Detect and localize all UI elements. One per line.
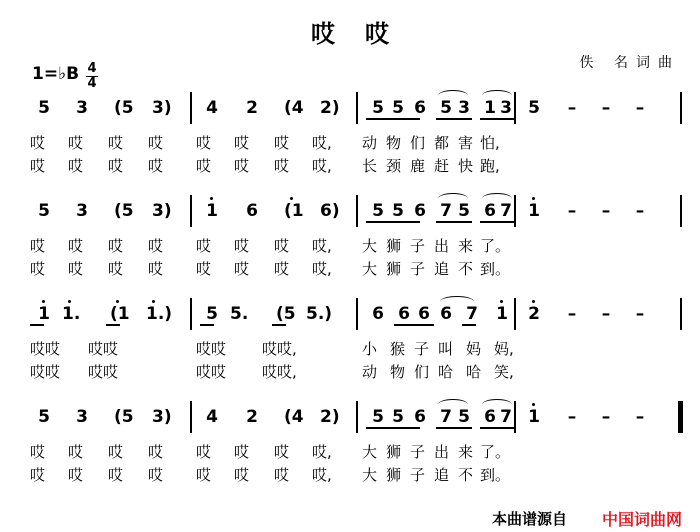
note: 6 (484, 201, 496, 221)
lyric-syllable: 不 (458, 466, 474, 484)
octave-dot (532, 300, 535, 303)
note: 5 (458, 201, 470, 221)
lyric-syllable: 出 (434, 237, 450, 255)
note: 3) (152, 407, 172, 427)
note: (1 (110, 304, 130, 324)
lyric-syllable: 哎, (312, 134, 332, 152)
slur (482, 399, 512, 410)
barline (356, 298, 358, 330)
barline (356, 195, 358, 227)
eighth-underline (106, 324, 120, 326)
lyric-syllable: 哎 (234, 134, 250, 152)
note: (5 (276, 304, 296, 324)
eighth-underline (30, 324, 44, 326)
eighth-underline (366, 221, 420, 223)
lyric-syllable: 出 (434, 443, 450, 461)
time-bottom: 4 (87, 76, 97, 91)
note: 5 (206, 304, 218, 324)
note: 6) (320, 201, 340, 221)
octave-dot (532, 197, 535, 200)
octave-dot (532, 403, 535, 406)
octave-dot (152, 300, 155, 303)
slur (440, 296, 474, 307)
time-top: 4 (87, 61, 97, 76)
lyric-syllable: 哎哎 (88, 340, 119, 358)
barline (680, 92, 682, 124)
note: 1 (528, 407, 540, 427)
lyric-syllable: 哎 (148, 237, 164, 255)
barline (680, 298, 682, 330)
note: 1 (38, 304, 50, 324)
lyric-syllable: 来 (458, 443, 474, 461)
note: 1.) (146, 304, 173, 324)
lyric-syllable: 妈, (494, 340, 514, 358)
note: 2) (320, 98, 340, 118)
note: 3) (152, 201, 172, 221)
lyric-syllable: 哎, (312, 466, 332, 484)
note: 5 (440, 98, 452, 118)
lyric-syllable: 哎 (274, 237, 290, 255)
lyric-syllable: 哎 (108, 134, 124, 152)
note: 5 (528, 98, 540, 118)
note: 1 (528, 201, 540, 221)
lyric-syllable: 哈 (466, 363, 482, 381)
lyric-syllable: 哎 (68, 157, 84, 175)
lyric-syllable: 哎 (196, 237, 212, 255)
lyric-syllable: 哎 (148, 443, 164, 461)
lyric-syllable: 哎 (108, 260, 124, 278)
lyric-syllable: 哎 (108, 443, 124, 461)
note: 7 (500, 201, 512, 221)
octave-dot (116, 300, 119, 303)
note: 5.) (306, 304, 333, 324)
lyric-syllable: 物 (386, 134, 402, 152)
lyric-syllable: 哎 (148, 157, 164, 175)
note: 2) (320, 407, 340, 427)
lyric-syllable: 物 (390, 363, 406, 381)
eighth-underline (272, 324, 286, 326)
lyric-syllable: 不 (458, 260, 474, 278)
lyric-syllable: 快 (458, 157, 474, 175)
note: 2 (246, 98, 258, 118)
double-barline (678, 401, 683, 433)
footer-site-label: 中国词曲网 (602, 510, 683, 529)
note: 3 (76, 201, 88, 221)
lyric-syllable: 哎 (234, 466, 250, 484)
eighth-underline (436, 118, 472, 120)
lyric-syllable: 们 (414, 363, 430, 381)
barline (190, 195, 192, 227)
lyric-syllable: 哎 (68, 466, 84, 484)
lyric-syllable: 狮 (386, 260, 402, 278)
note: – (567, 407, 577, 427)
note: 5 (38, 407, 50, 427)
note: – (635, 98, 645, 118)
lyric-syllable: 大 (362, 466, 378, 484)
note: 5 (392, 98, 404, 118)
note: 6 (414, 407, 426, 427)
note: 3 (458, 98, 470, 118)
slur (438, 90, 468, 101)
slur (482, 193, 512, 204)
lyric-syllable: 哎 (196, 466, 212, 484)
lyric-syllable: 狮 (386, 443, 402, 461)
lyric-syllable: 哎 (196, 260, 212, 278)
eighth-underline (480, 427, 516, 429)
note: – (601, 201, 611, 221)
lyric-syllable: 哎 (30, 134, 46, 152)
lyric-syllable: 哎哎 (196, 363, 227, 381)
lyric-syllable: 追 (434, 466, 450, 484)
octave-dot (290, 197, 293, 200)
note: 4 (206, 98, 218, 118)
lyric-syllable: 哎 (148, 466, 164, 484)
lyric-syllable: 哎 (68, 260, 84, 278)
barline (190, 401, 192, 433)
note: 5 (372, 407, 384, 427)
lyric-syllable: 哎 (274, 466, 290, 484)
eighth-underline (394, 324, 434, 326)
lyric-syllable: 跑, (480, 157, 500, 175)
note: 5 (392, 407, 404, 427)
note: 2 (246, 407, 258, 427)
note: 5 (38, 98, 50, 118)
author-credit: 佚 名词曲 (579, 55, 680, 71)
lyric-syllable: 哎 (274, 260, 290, 278)
lyric-syllable: 哎 (30, 260, 46, 278)
note: 6 (414, 201, 426, 221)
lyric-syllable: 鹿 (410, 157, 426, 175)
lyric-syllable: 狮 (386, 466, 402, 484)
lyric-syllable: 哎 (68, 443, 84, 461)
note: 6 (484, 407, 496, 427)
note: (1 (284, 201, 304, 221)
lyric-syllable: 大 (362, 237, 378, 255)
lyric-syllable: 哎哎, (262, 363, 297, 381)
lyric-syllable: 哎哎 (30, 363, 61, 381)
eighth-underline (462, 324, 476, 326)
eighth-underline (366, 118, 420, 120)
lyric-syllable: 哎 (274, 443, 290, 461)
note: 3 (76, 98, 88, 118)
note: 5 (372, 98, 384, 118)
lyric-syllable: 哎 (196, 443, 212, 461)
barline (356, 92, 358, 124)
lyric-syllable: 哎哎 (88, 363, 119, 381)
lyric-syllable: 了。 (480, 237, 511, 255)
slur (482, 90, 512, 101)
lyric-syllable: 妈 (466, 340, 482, 358)
lyric-syllable: 叫 (438, 340, 454, 358)
slur (438, 193, 468, 204)
note: (5 (114, 407, 134, 427)
lyric-syllable: 追 (434, 260, 450, 278)
lyric-syllable: 们 (410, 134, 426, 152)
note: 3 (76, 407, 88, 427)
note: (5 (114, 201, 134, 221)
eighth-underline (436, 221, 472, 223)
note: 6 (414, 98, 426, 118)
key-signature: 1=♭B (32, 64, 80, 84)
lyric-syllable: 长 (362, 157, 378, 175)
barline (190, 298, 192, 330)
lyric-syllable: 哎 (68, 134, 84, 152)
note: – (601, 407, 611, 427)
lyric-syllable: 哎 (30, 237, 46, 255)
lyric-syllable: 哎 (30, 466, 46, 484)
note: 6 (418, 304, 430, 324)
lyric-syllable: 哎, (312, 443, 332, 461)
eighth-underline (366, 427, 420, 429)
note: 7 (500, 407, 512, 427)
lyric-syllable: 哎哎 (196, 340, 227, 358)
lyric-syllable: 哎哎, (262, 340, 297, 358)
lyric-syllable: 猴 (390, 340, 406, 358)
note: – (601, 98, 611, 118)
lyric-syllable: 赶 (434, 157, 450, 175)
octave-dot (500, 300, 503, 303)
lyric-syllable: 哎 (148, 260, 164, 278)
note: 1. (62, 304, 81, 324)
note: – (635, 201, 645, 221)
lyric-syllable: 动 (362, 134, 378, 152)
lyric-syllable: 哎 (196, 157, 212, 175)
note: 7 (440, 407, 452, 427)
lyric-syllable: 哎 (274, 134, 290, 152)
lyric-syllable: 哈 (438, 363, 454, 381)
lyric-syllable: 哎, (312, 260, 332, 278)
lyric-syllable: 子 (410, 260, 426, 278)
note: – (635, 304, 645, 324)
lyric-syllable: 哎 (68, 237, 84, 255)
lyric-syllable: 大 (362, 260, 378, 278)
lyric-syllable: 哎哎 (30, 340, 61, 358)
lyric-syllable: 哎 (108, 466, 124, 484)
octave-dot (42, 300, 45, 303)
lyric-syllable: 颈 (386, 157, 402, 175)
note: 5. (230, 304, 249, 324)
note: – (567, 201, 577, 221)
footer-source-label: 本曲谱源自 (492, 510, 568, 528)
lyric-syllable: 到。 (480, 466, 511, 484)
barline (514, 298, 516, 330)
lyric-syllable: 怕, (480, 134, 500, 152)
note: – (567, 98, 577, 118)
note: (5 (114, 98, 134, 118)
lyric-syllable: 哎 (148, 134, 164, 152)
note: 1 (206, 201, 218, 221)
barline (356, 401, 358, 433)
note: 7 (440, 201, 452, 221)
lyric-syllable: 哎 (108, 237, 124, 255)
slur (438, 399, 468, 410)
lyric-syllable: 来 (458, 237, 474, 255)
time-signature (86, 62, 98, 91)
note: 1 (484, 98, 496, 118)
note: 6 (246, 201, 258, 221)
note: 6 (440, 304, 452, 324)
lyric-syllable: 哎, (312, 237, 332, 255)
lyric-syllable: 子 (410, 466, 426, 484)
note: (4 (284, 407, 304, 427)
song-title: 哎哎 (311, 19, 419, 48)
eighth-underline (480, 118, 516, 120)
barline (190, 92, 192, 124)
lyric-syllable: 子 (414, 340, 430, 358)
lyric-syllable: 都 (434, 134, 450, 152)
lyric-syllable: 哎 (234, 260, 250, 278)
note: 5 (372, 201, 384, 221)
lyric-syllable: 哎 (234, 157, 250, 175)
note: (4 (284, 98, 304, 118)
lyric-syllable: 狮 (386, 237, 402, 255)
lyric-syllable: 笑, (494, 363, 514, 381)
lyric-syllable: 哎, (312, 157, 332, 175)
lyric-syllable: 害 (458, 134, 474, 152)
lyric-syllable: 了。 (480, 443, 511, 461)
octave-dot (68, 300, 71, 303)
lyric-syllable: 哎 (196, 134, 212, 152)
lyric-syllable: 哎 (234, 237, 250, 255)
lyric-syllable: 子 (410, 443, 426, 461)
lyric-syllable: 哎 (274, 157, 290, 175)
lyric-syllable: 哎 (108, 157, 124, 175)
lyric-syllable: 哎 (30, 157, 46, 175)
note: 7 (466, 304, 478, 324)
note: 6 (372, 304, 384, 324)
lyric-syllable: 动 (362, 363, 378, 381)
note: 5 (458, 407, 470, 427)
note: 3 (500, 98, 512, 118)
note: 1 (496, 304, 508, 324)
note: – (567, 304, 577, 324)
barline (680, 195, 682, 227)
lyric-syllable: 哎 (30, 443, 46, 461)
note: 4 (206, 407, 218, 427)
lyric-syllable: 子 (410, 237, 426, 255)
note: 5 (392, 201, 404, 221)
lyric-syllable: 哎 (234, 443, 250, 461)
lyric-syllable: 大 (362, 443, 378, 461)
eighth-underline (436, 427, 472, 429)
eighth-underline (480, 221, 516, 223)
note: – (635, 407, 645, 427)
note: 2 (528, 304, 540, 324)
eighth-underline (200, 324, 214, 326)
octave-dot (210, 197, 213, 200)
lyric-syllable: 小 (362, 340, 378, 358)
note: – (601, 304, 611, 324)
note: 5 (38, 201, 50, 221)
lyric-syllable: 到。 (480, 260, 511, 278)
note: 6 (398, 304, 410, 324)
note: 3) (152, 98, 172, 118)
